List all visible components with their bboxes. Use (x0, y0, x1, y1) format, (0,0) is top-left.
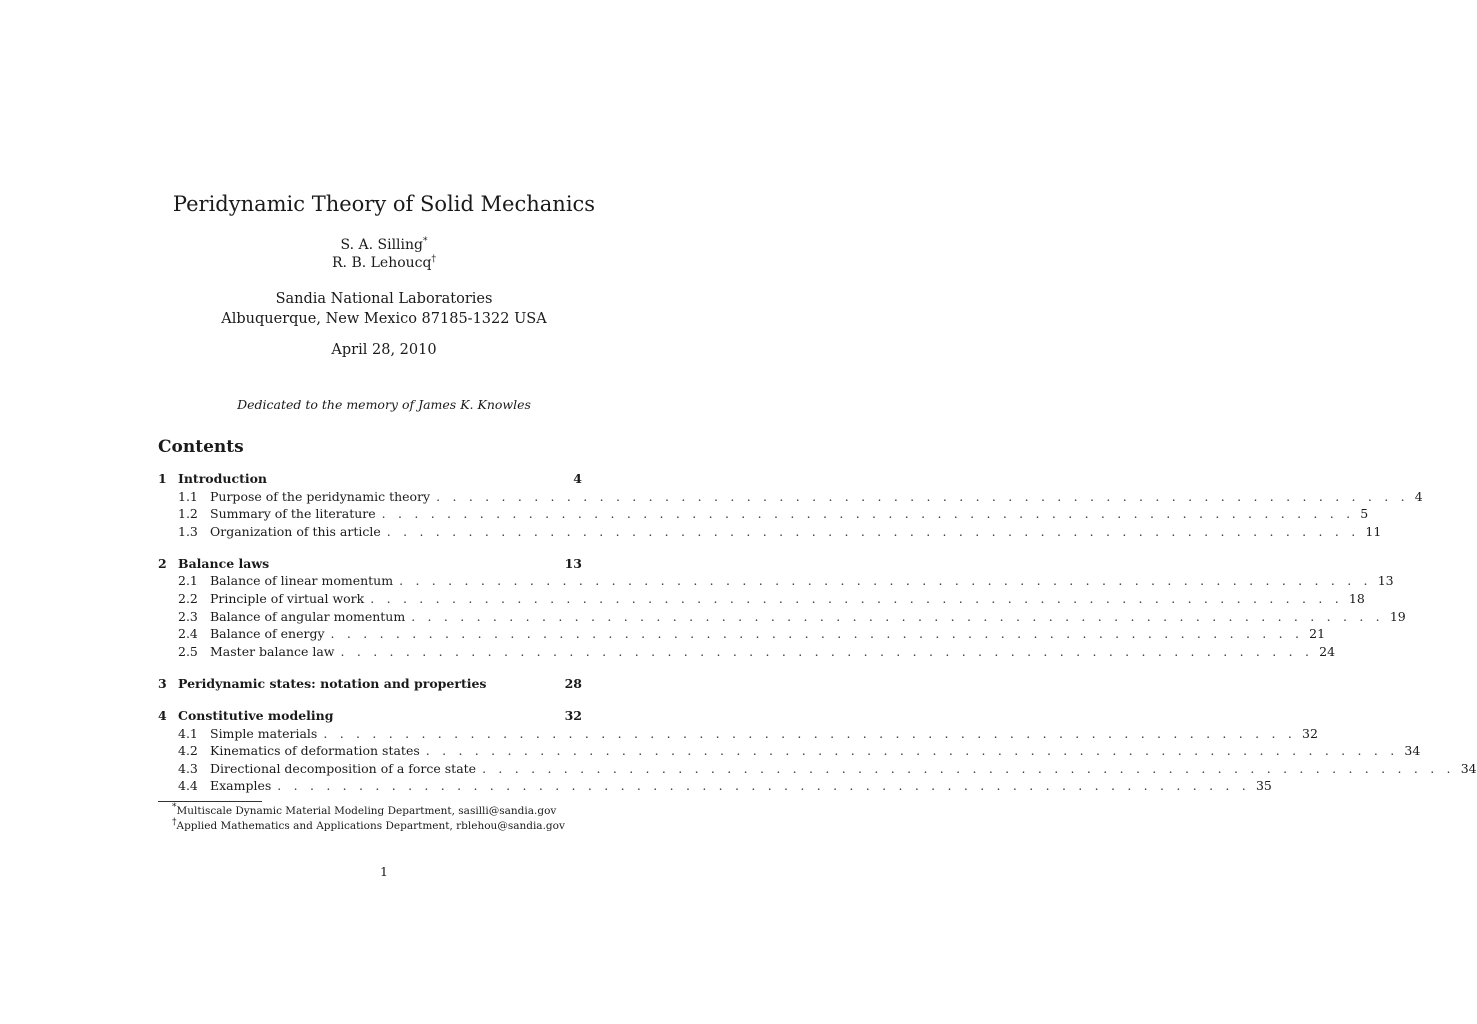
footnote-1 (172, 804, 556, 819)
toc-subsection-row[interactable] (158, 590, 1365, 608)
toc-section-title: Balance laws (178, 555, 275, 573)
toc-subsection-title: Principle of virtual work (210, 590, 370, 608)
toc-dot-leader: . . . . . . . . . . . . . . . . . . . . . . . . . . . . . . . . . . . . . . . . . . . . . . . . . . . . . . . . . . . . (381, 506, 1355, 522)
toc-dot-leader: . . . . . . . . . . . . . . . . . . . . . . . . . . . . . . . . . . . . . . . . . . . . . . . . . . . . . . . . . . . . (436, 488, 1409, 504)
toc-gap (158, 540, 582, 555)
page-number: 1 (380, 864, 388, 879)
toc-subsection-page: 5 (1360, 506, 1369, 522)
toc-subsection-title: Organization of this article (210, 523, 387, 541)
toc-section-page: 32 (564, 708, 582, 724)
toc-subsection-number: 2.2 (178, 591, 198, 607)
toc-gap (158, 660, 582, 675)
author-1-name: S. A. Silling (340, 237, 423, 253)
toc-subsection-page: 4 (1414, 488, 1423, 504)
toc-dot-leader: . . . . . . . . . . . . . . . . . . . . . . . . . . . . . . . . . . . . . . . . . . . . . . . . . . . . . . . . . . . . (482, 760, 1455, 776)
toc-subsection-number: 2.5 (178, 643, 198, 659)
toc-subsection-number: 4.4 (178, 778, 198, 794)
toc-section-number: 1 (158, 471, 167, 486)
author-2-name: R. B. Lehoucq (332, 255, 432, 271)
toc-subsection-number: 4.3 (178, 760, 198, 776)
footnote-2-text: Applied Mathematics and Applications Department, rblehou@sandia.gov (176, 820, 565, 832)
toc-subsection-title: Summary of the literature (210, 505, 382, 523)
toc-dot-leader: . . . . . . . . . . . . . . . . . . . . . . . . . . . . . . . . . . . . . . . . . . . . . . . . . . . . . . . . . . . . (323, 725, 1296, 741)
toc-subsection-number: 4.2 (178, 743, 198, 759)
toc-subsection-row[interactable] (158, 505, 1369, 523)
toc-subsection-row[interactable] (158, 572, 1394, 590)
toc-section-page: 4 (573, 471, 582, 486)
toc-section-title: Introduction (178, 470, 273, 488)
toc-subsection-number: 2.4 (178, 626, 198, 642)
toc-subsection-page: 34 (1460, 760, 1477, 776)
toc-subsection-page: 32 (1302, 725, 1318, 741)
toc-subsection-page: 18 (1348, 591, 1365, 607)
toc-subsection-row[interactable] (158, 643, 1336, 661)
toc-dot-leader: . . . . . . . . . . . . . . . . . . . . . . . . . . . . . . . . . . . . . . . . . . . . . . . . . . . . . . . . . . . . (277, 778, 1250, 794)
footnote-1-mark: * (172, 802, 177, 813)
toc-subsection-number: 1.2 (178, 506, 198, 522)
toc-subsection-row[interactable] (158, 760, 1477, 778)
toc-subsection-row[interactable] (158, 777, 1272, 795)
toc-section-title: Constitutive modeling (178, 707, 339, 725)
dedication: Dedicated to the memory of James K. Knowles (237, 397, 531, 412)
toc-subsection-row[interactable] (158, 725, 1318, 743)
paper-title: Peridynamic Theory of Solid Mechanics (172, 192, 596, 216)
toc-subsection-row[interactable] (158, 608, 1406, 626)
toc-section-row[interactable] (158, 707, 582, 725)
toc-subsection-row[interactable] (158, 488, 1423, 506)
author-1-mark: * (422, 236, 428, 247)
affiliation-line-2: Albuquerque, New Mexico 87185-1322 USA (221, 311, 547, 327)
toc-section-number: 4 (158, 708, 167, 724)
toc-subsection-title: Balance of angular momentum (210, 608, 411, 626)
footnote-1-text: Multiscale Dynamic Material Modeling Department, sasilli@sandia.gov (176, 805, 557, 817)
toc-section-row[interactable] (158, 555, 582, 573)
author-2-mark: † (431, 254, 436, 265)
author-2 (0, 254, 768, 272)
affiliation-line-1: Sandia National Laboratories (275, 291, 493, 307)
author-1 (0, 236, 768, 254)
toc-subsection-page: 13 (1377, 573, 1394, 589)
toc-dot-leader: . . . . . . . . . . . . . . . . . . . . . . . . . . . . . . . . . . . . . . . . . . . . . . . . . . . . . . . . . . . . (370, 591, 1343, 607)
toc-section-row[interactable] (158, 470, 582, 488)
toc-dot-leader: . . . . . . . . . . . . . . . . . . . . . . . . . . . . . . . . . . . . . . . . . . . . . . . . . . . . . . . . . . . . (386, 523, 1360, 539)
toc-dot-leader: . . . . . . . . . . . . . . . . . . . . . . . . . . . . . . . . . . . . . . . . . . . . . . . . . . . . . . . . . . . . (340, 643, 1314, 659)
toc-dot-leader: . . . . . . . . . . . . . . . . . . . . . . . . . . . . . . . . . . . . . . . . . . . . . . . . . . . . . . . . . . . . (411, 608, 1384, 624)
toc-section-page: 28 (564, 675, 582, 691)
toc-subsection-number: 4.1 (178, 725, 198, 741)
toc-subsection-number: 1.3 (178, 523, 198, 539)
toc-subsection-title: Balance of energy (210, 625, 331, 643)
toc-subsection-row[interactable] (158, 742, 1421, 760)
toc-subsection-number: 2.1 (178, 573, 198, 589)
toc-section-number: 2 (158, 555, 167, 571)
toc-subsection-row[interactable] (158, 523, 1382, 541)
toc-subsection-page: 21 (1309, 626, 1326, 642)
toc-subsection-title: Directional decomposition of a force state (210, 760, 482, 778)
toc-section-row[interactable] (158, 675, 582, 693)
toc-gap (158, 693, 582, 708)
table-of-contents (158, 470, 1477, 795)
toc-subsection-page: 35 (1255, 778, 1272, 794)
toc-subsection-number: 1.1 (178, 488, 198, 504)
toc-subsection-page: 19 (1389, 608, 1406, 624)
toc-subsection-title: Balance of linear momentum (210, 572, 399, 590)
toc-dot-leader: . . . . . . . . . . . . . . . . . . . . . . . . . . . . . . . . . . . . . . . . . . . . . . . . . . . . . . . . . . . . (399, 573, 1372, 589)
toc-subsection-page: 11 (1365, 523, 1382, 539)
contents-heading: Contents (158, 437, 244, 457)
toc-section-title: Peridynamic states: notation and properties (178, 675, 492, 693)
toc-subsection-page: 34 (1404, 743, 1421, 759)
toc-subsection-title: Simple materials (210, 725, 323, 743)
toc-subsection-title: Kinematics of deformation states (210, 742, 426, 760)
footnote-2-mark: † (172, 817, 177, 828)
toc-section-number: 3 (158, 675, 167, 691)
toc-section-page: 13 (564, 555, 582, 571)
toc-subsection-title: Purpose of the peridynamic theory (210, 488, 436, 506)
toc-subsection-page: 24 (1319, 643, 1336, 659)
footnote-2 (172, 819, 565, 834)
toc-dot-leader: . . . . . . . . . . . . . . . . . . . . . . . . . . . . . . . . . . . . . . . . . . . . . . . . . . . . . . . . . . . . (425, 743, 1399, 759)
toc-subsection-number: 2.3 (178, 608, 198, 624)
toc-subsection-row[interactable] (158, 625, 1326, 643)
toc-subsection-title: Master balance law (210, 643, 341, 661)
paper-date: April 28, 2010 (331, 342, 437, 358)
toc-subsection-title: Examples (210, 777, 277, 795)
toc-dot-leader: . . . . . . . . . . . . . . . . . . . . . . . . . . . . . . . . . . . . . . . . . . . . . . . . . . . . . . . . . . . . (330, 626, 1304, 642)
